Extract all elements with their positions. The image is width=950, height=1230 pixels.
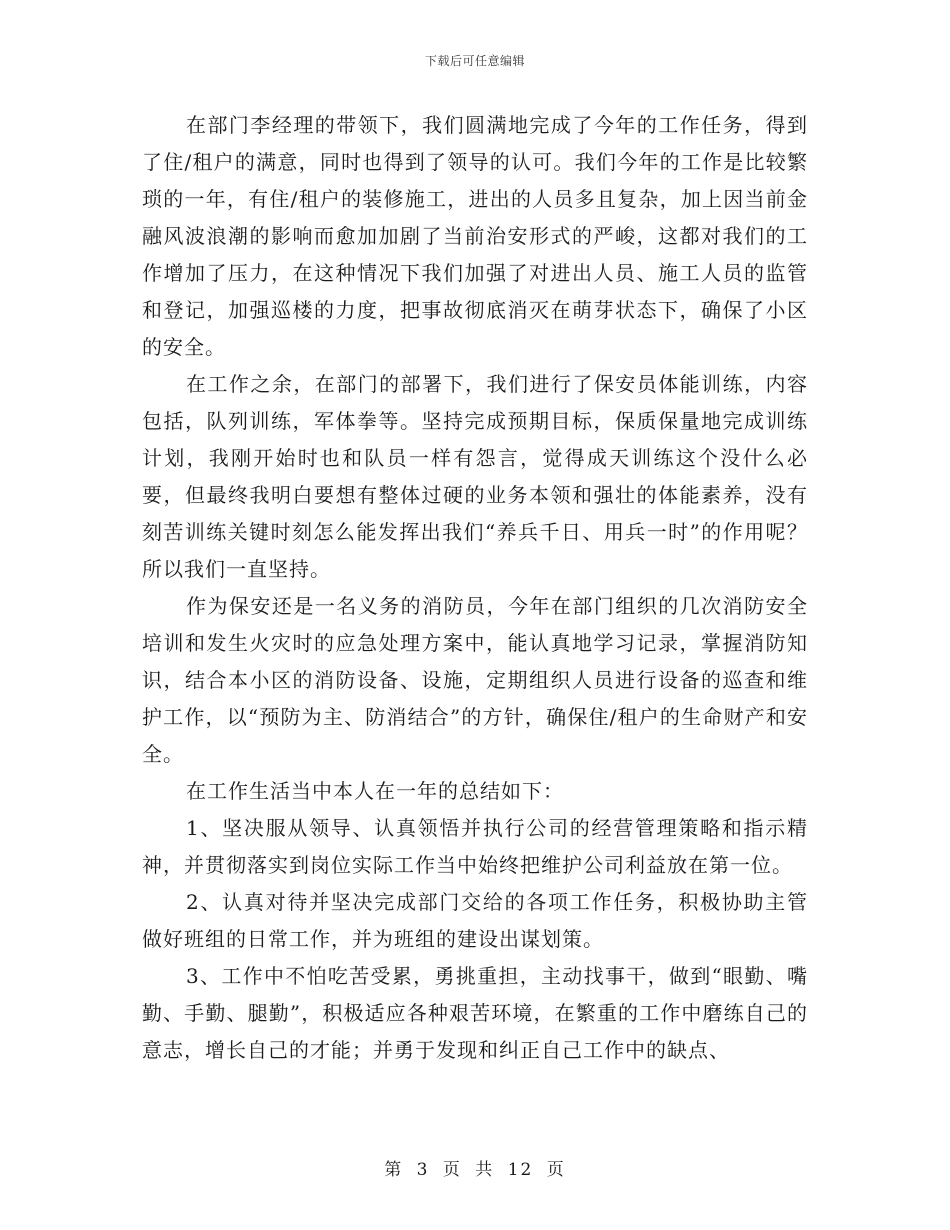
list-item-2: 2、认真对待并坚决完成部门交给的各项工作任务，积极协助主管做好班组的日常工作，并为班组的建设出谋划策。	[142, 890, 808, 951]
paragraph-fire-safety: 作为保安还是一名义务的消防员，今年在部门组织的几次消防安全培训和发生火灾时的应急处理方案中，能认真地学习记录，掌握消防知识，结合本小区的消防设备、设施，定期组织人员进行设备的巡查和维护工作，以“预防为主、防消结合”的方针，确保住/租户的生命财产和安全。	[142, 594, 808, 766]
paragraph-summary-intro: 在工作生活当中本人在一年的总结如下：	[186, 779, 564, 803]
page-number: 第 3 页 共 12 页	[384, 1160, 566, 1180]
list-item-1: 1、坚决服从领导、认真领悟并执行公司的经营管理策略和指示精神，并贯彻落实到岗位实际工作当中始终把维护公司利益放在第一位。	[142, 816, 808, 877]
paragraph-training: 在工作之余，在部门的部署下，我们进行了保安员体能训练，内容包括，队列训练，军体拳等。坚持完成预期目标，保质保量地完成训练计划，我刚开始时也和队员一样有怨言，觉得成天训练这个没什么必要，但最终我明白要想有整体过硬的业务本领和强壮的体能素养，没有刻苦训练关键时刻怎么能发挥出我们“养兵千日、用兵一时”的作用呢？所以我们一直坚持。	[142, 372, 808, 581]
paragraph-work-summary: 在部门李经理的带领下，我们圆满地完成了今年的工作任务，得到了住/租户的满意，同时也得到了领导的认可。我们今年的工作是比较繁琐的一年，有住/租户的装修施工，进出的人员多且复杂，加上因当前金融风波浪潮的影响而愈加加剧了当前治安形式的严峻，这都对我们的工作增加了压力，在这种情况下我们加强了对进出人员、施工人员的监管和登记，加强巡楼的力度，把事故彻底消灭在萌芽状态下，确保了小区的安全。	[142, 113, 808, 359]
list-item-3: 3、工作中不怕吃苦受累，勇挑重担，主动找事干，做到“眼勤、嘴勤、手勤、腿勤”，积极适应各种艰苦环境，在繁重的工作中磨练自己的意志，增长自己的才能；并勇于发现和纠正自己工作中的缺点、	[142, 964, 808, 1062]
page-header-note: 下载后可任意编辑	[424, 54, 525, 68]
document-body	[142, 107, 808, 1069]
